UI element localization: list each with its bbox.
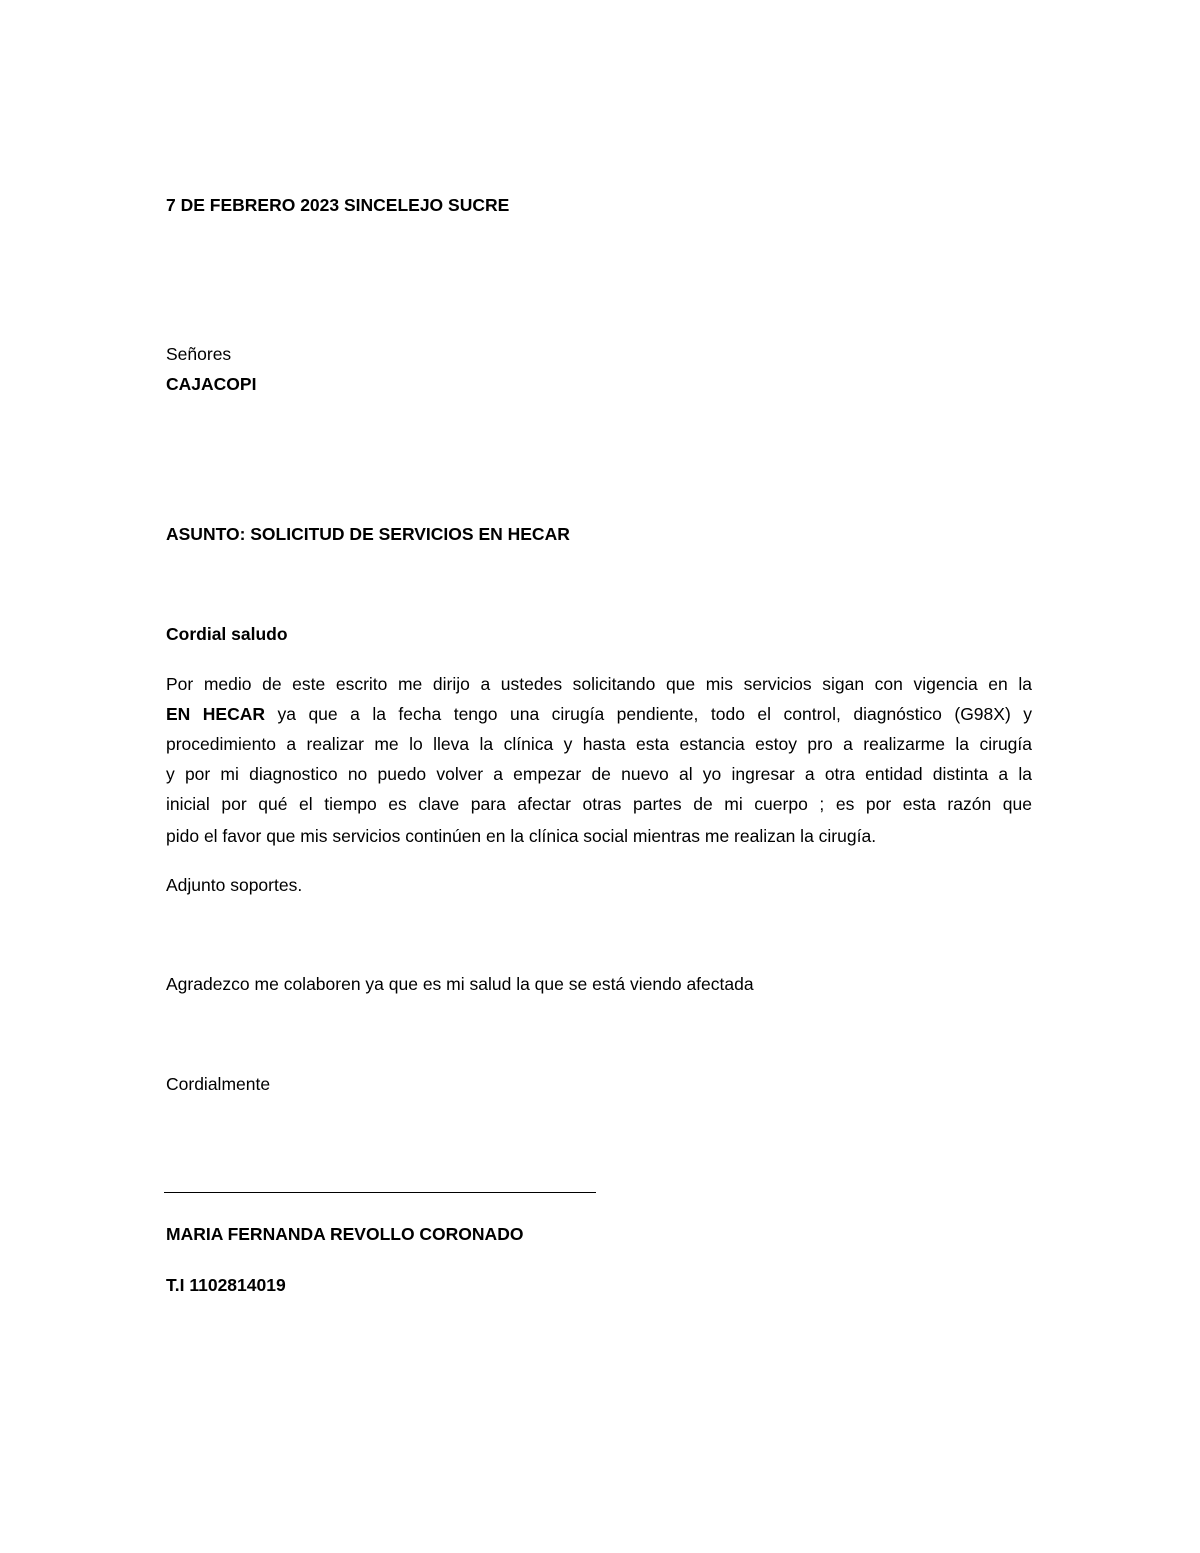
subject-line: ASUNTO: SOLICITUD DE SERVICIOS EN HECAR <box>166 524 570 544</box>
signer-name: MARIA FERNANDA REVOLLO CORONADO <box>166 1224 524 1244</box>
body-line-3: procedimiento a realizar me lo lleva la clínica y hasta esta estancia estoy pro a realizarme la cirugía <box>166 734 1032 754</box>
attachments-note: Adjunto soportes. <box>166 875 303 895</box>
body-line-2 <box>166 702 1032 726</box>
closing: Cordialmente <box>166 1074 271 1094</box>
addressee-name: CAJACOPI <box>166 374 257 394</box>
body-line-6: pido el favor que mis servicios continúen en la clínica social mientras me realizan la cirugía. <box>166 826 877 846</box>
body-line-4: y por mi diagnostico no puedo volver a empezar de nuevo al yo ingresar a otra entidad distinta a la <box>166 764 1032 784</box>
thanks-line: Agradezco me colaboren ya que es mi salud la que se está viendo afectada <box>166 974 754 994</box>
greeting: Cordial saludo <box>166 624 288 644</box>
body-line-2-text: ya que a la fecha tengo una cirugía pendiente, todo el control, diagnóstico (G98X) y <box>265 704 1032 724</box>
date-place: 7 DE FEBRERO 2023 SINCELEJO SUCRE <box>166 195 510 215</box>
addressee-salutation: Señores <box>166 344 232 364</box>
body-line-1: Por medio de este escrito me dirijo a ustedes solicitando que mis servicios sigan con vigencia en la <box>166 674 1032 694</box>
body-emphasis: EN HECAR <box>166 704 266 724</box>
signer-id: T.I 1102814019 <box>166 1275 286 1295</box>
signature-line <box>164 1192 596 1193</box>
body-line-5: inicial por qué el tiempo es clave para afectar otras partes de mi cuerpo ; es por esta razón que <box>166 794 1032 814</box>
